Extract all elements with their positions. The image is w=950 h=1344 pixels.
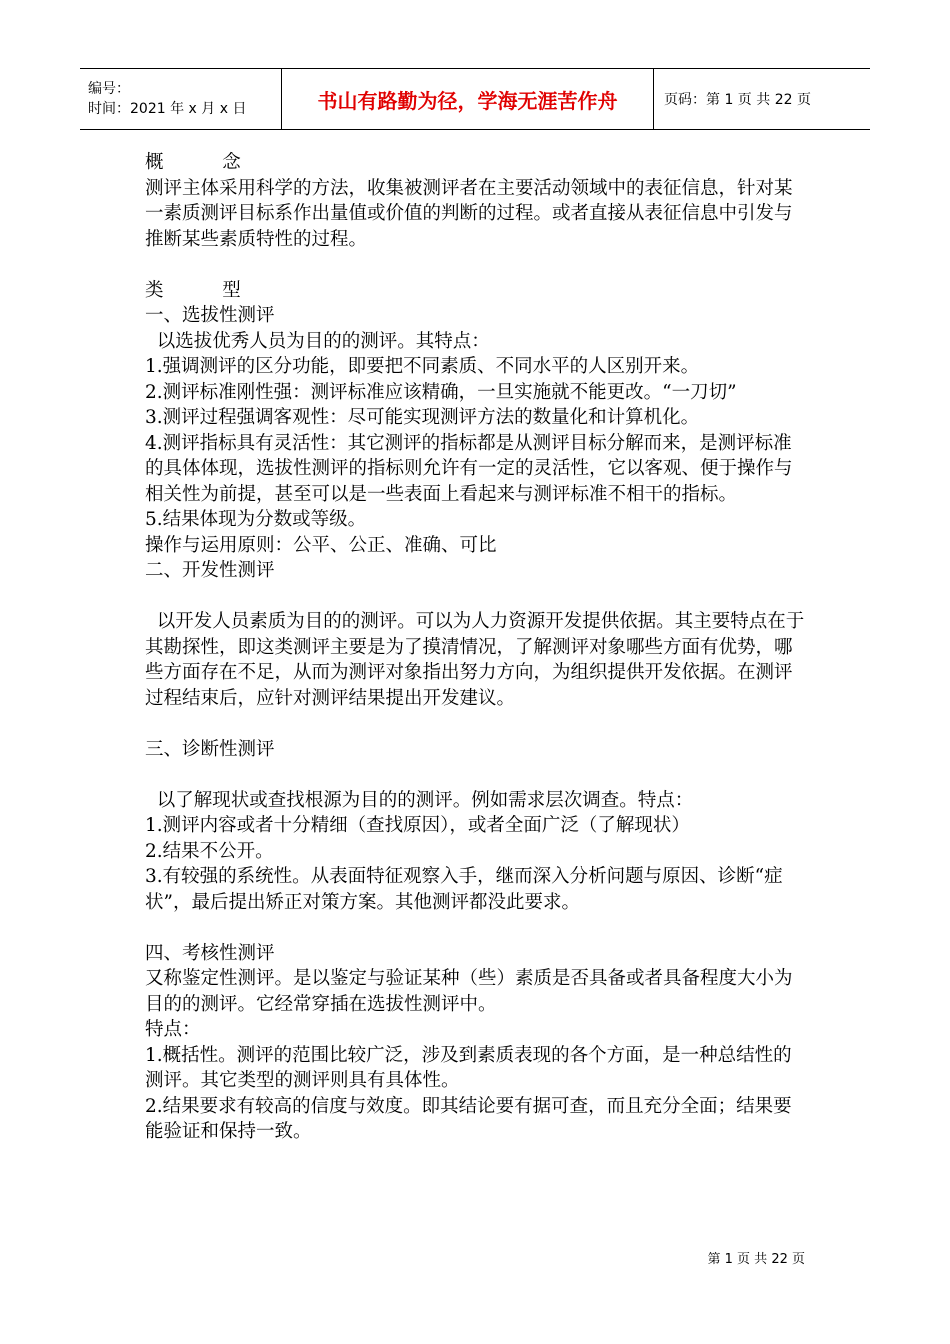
section-1-point-5: 5.结果体现为分数或等级。 xyxy=(145,509,367,530)
concept-heading: 概 念 xyxy=(145,152,241,173)
section-1-point-4: 4.测评指标具有灵活性：其它测评的指标都是从测评目标分解而来，是测评标准的具体体现，选拔性测评的指标则允许有一定的灵活性，它以客观、便于操作与相关性为前提，甚至可以是一些表面上看起来与测评标准不相干的指标。 xyxy=(145,432,793,505)
section-3-point-2: 2.结果不公开。 xyxy=(145,840,274,862)
section-3-point-1: 1.测评内容或者十分精细（查找原因），或者全面广泛（了解现状） xyxy=(145,815,690,836)
section-1-intro: 以选拔优秀人员为目的的测评。其特点： xyxy=(145,330,490,352)
header-page-info: 页码：第 1 页 共 22 页 xyxy=(664,92,811,108)
section-4-point-2: 2.结果要求有较高的信度与效度。即其结论要有据可查，而且充分全面；结果要能验证和保持一致。 xyxy=(145,1095,792,1142)
document-body xyxy=(145,150,810,1145)
section-4-point-1: 1.概括性。测评的范围比较广泛，涉及到素质表现的各个方面，是一种总结性的测评。其它类型的测评则具有具体性。 xyxy=(145,1044,792,1091)
motto-text: 书山有路勤为径，学海无涯苦作舟 xyxy=(317,88,618,113)
section-3-point-3: 3.有较强的系统性。从表面特征观察入手，继而深入分析问题与原因、诊断“症状”，最后提出矫正对策方案。其他测评都没此要求。 xyxy=(145,866,783,913)
types-heading: 类 型 xyxy=(145,279,241,301)
section-1-principle: 操作与运用原则：公平、公正、准确、可比 xyxy=(145,534,497,556)
page-footer: 第 1 页 共 22 页 xyxy=(707,1252,805,1267)
section-4-paragraph: 又称鉴定性测评。是以鉴定与验证某种（些）素质是否具备或者具备程度大小为目的的测评。它经常穿插在选拔性测评中。 xyxy=(145,968,793,1015)
section-3-intro: 以了解现状或查找根源为目的的测评。例如需求层次调查。特点： xyxy=(145,789,694,811)
section-1-point-3: 3.测评过程强调客观性：尽可能实现测评方法的数量化和计算机化。 xyxy=(145,407,700,428)
page-header xyxy=(80,68,870,130)
section-3-heading: 三、诊断性测评 xyxy=(145,738,275,760)
section-4-heading: 四、考核性测评 xyxy=(145,942,275,964)
section-2-heading: 二、开发性测评 xyxy=(145,560,275,581)
document-number-label: 编号： xyxy=(88,81,130,97)
section-2-paragraph: 以开发人员素质为目的的测评。可以为人力资源开发提供依据。其主要特点在于其勘探性，即这类测评主要是为了摸清情况，了解测评对象哪些方面有优势，哪些方面存在不足，从而为测评对象指出努力方向，为组织提供开发依据。在测评过程结束后，应针对测评结果提出开发建议。 xyxy=(145,611,805,709)
document-date: 时间：2021 年 x 月 x 日 xyxy=(88,101,247,117)
section-4-features-label: 特点： xyxy=(145,1019,201,1040)
section-1-heading: 一、选拔性测评 xyxy=(145,305,275,326)
header-motto-cell xyxy=(282,69,654,129)
section-1-point-2: 2.测评标准刚性强：测评标准应该精确，一旦实施就不能更改。“一刀切” xyxy=(145,381,737,403)
header-meta xyxy=(80,69,282,129)
section-1-point-1: 1.强调测评的区分功能，即要把不同素质、不同水平的人区别开来。 xyxy=(145,356,700,377)
concept-paragraph: 测评主体采用科学的方法，收集被测评者在主要活动领域中的表征信息，针对某一素质测评目标系作出量值或价值的判断的过程。或者直接从表征信息中引发与推断某些素质特性的过程。 xyxy=(145,177,793,250)
